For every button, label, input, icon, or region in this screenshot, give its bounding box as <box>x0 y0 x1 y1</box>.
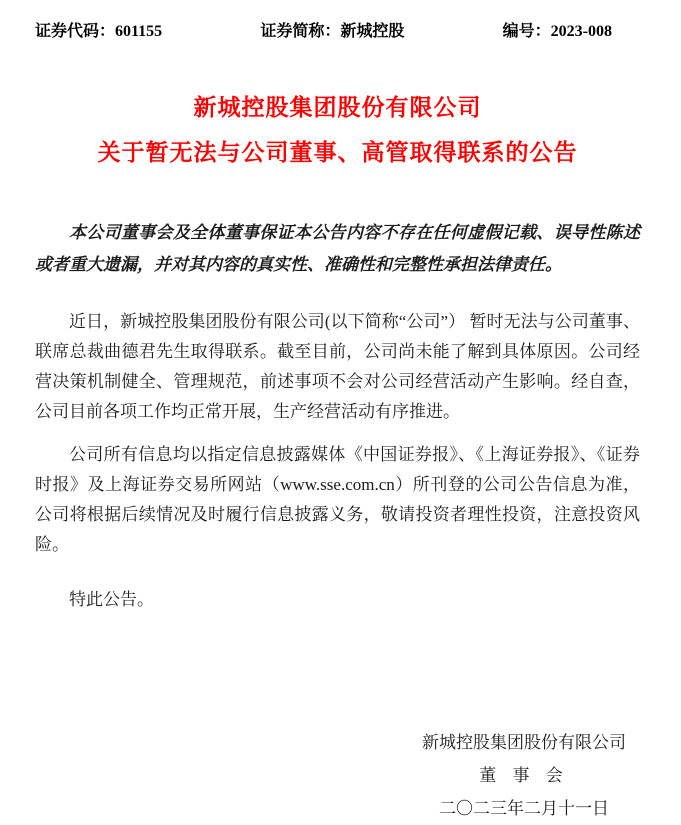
stock-name <box>260 22 404 42</box>
doc-number-label: 编号： <box>502 23 551 40</box>
stock-code <box>35 22 162 42</box>
paragraph-lost-contact: 近日，新城控股集团股份有限公司(以下简称“公司”） 暂时无法与公司董事、联席总裁曲德君先生取得联系。截至目前，公司尚未能了解到具体原因。公司经营决策机制健全、管理规范，前述事项不会对公司经营活动产生影响。经自查，公司目前各项工作均正常开展，生产经营活动有序推进。 <box>35 312 640 421</box>
stock-code-label: 证券代码： <box>35 23 116 40</box>
paragraph-disclosure-media: 公司所有信息均以指定信息披露媒体《中国证券报》、《上海证券报》、《证券时报》及上海证券交易所网站（www.sse.com.cn）所刊登的公司公告信息为准，公司将根据后续情况及时履行信息披露义务，敬请投资者理性投资，注意投资风险。 <box>35 445 640 554</box>
stock-code-value: 601155 <box>115 23 163 40</box>
doc-number <box>503 22 612 42</box>
signature-block <box>408 726 640 825</box>
signature-company: 新城控股集团股份有限公司 <box>422 733 626 752</box>
document-header <box>35 22 640 42</box>
signature-board: 董 事 会 <box>479 766 569 785</box>
closing-statement: 特此公告。 <box>69 590 154 609</box>
stock-name-label: 证券简称： <box>260 23 341 40</box>
board-guarantee-disclaimer: 本公司董事会及全体董事保证本公告内容不存在任何虚假记载、误导性陈述或者重大遗漏，并对其内容的真实性、准确性和完整性承担法律责任。 <box>35 223 640 274</box>
signature-date: 二〇二三年二月十一日 <box>439 799 609 818</box>
doc-number-value: 2023-008 <box>550 23 612 40</box>
stock-name-value: 新城控股 <box>340 23 405 40</box>
document-title-subject: 关于暂无法与公司董事、高管取得联系的公告 <box>97 139 578 165</box>
document-title-company: 新城控股集团股份有限公司 <box>193 94 482 120</box>
